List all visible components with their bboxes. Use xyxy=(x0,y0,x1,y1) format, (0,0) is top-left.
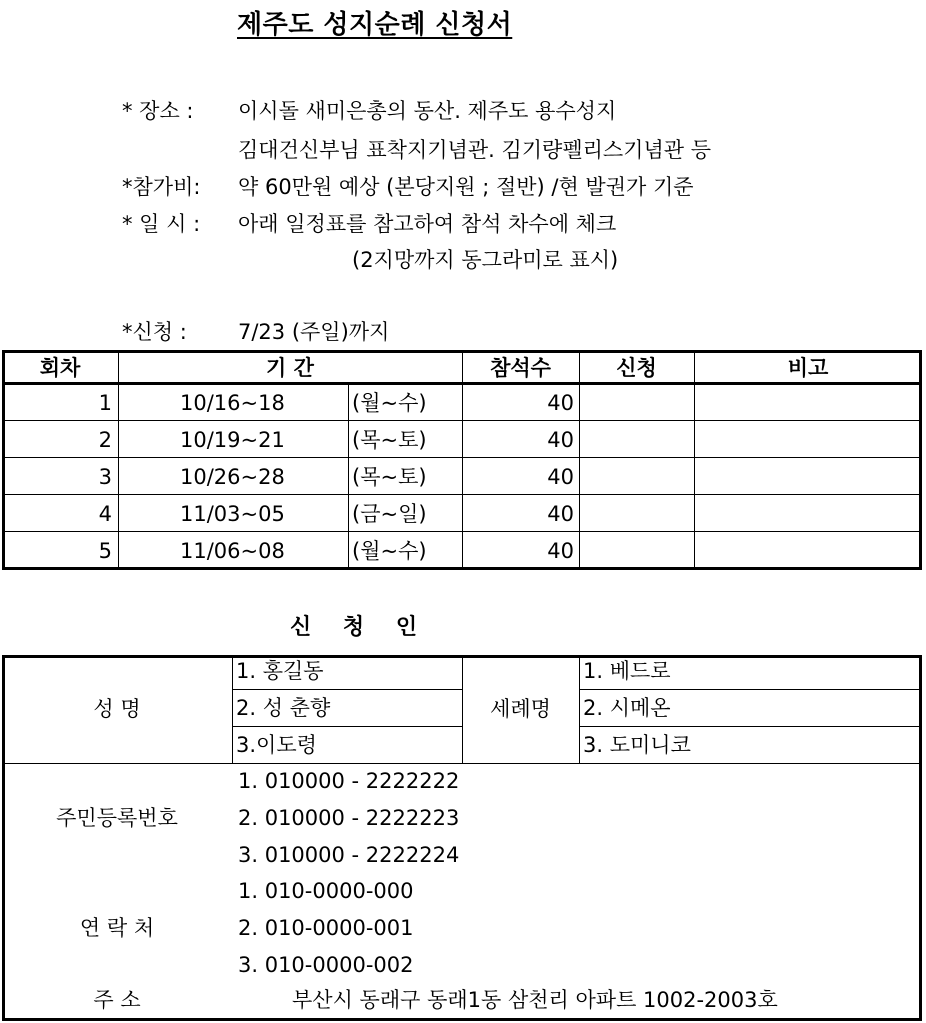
applicant-table xyxy=(2,655,922,1021)
place-line-2: 김대건신부님 표착지기념관. 김기량펠리스기념관 등 xyxy=(238,138,711,162)
row-5-round: 5 xyxy=(98,539,112,563)
row-5-apply-check[interactable] xyxy=(582,533,692,569)
apply-label: *신청 : xyxy=(122,320,187,344)
place-label: * 장소 : xyxy=(122,99,194,123)
header-period: 기 간 xyxy=(266,356,314,380)
baptism-name-2[interactable]: 2. 시메온 xyxy=(583,696,671,720)
row-2-note[interactable] xyxy=(697,422,919,458)
document-title: 제주도 성지순례 신청서 xyxy=(237,10,513,40)
row-3-note[interactable] xyxy=(697,459,919,495)
fee-label: *참가비: xyxy=(122,175,201,199)
row-1-dates: 10/16~18 xyxy=(180,391,285,415)
baptism-name-1[interactable]: 1. 베드로 xyxy=(583,659,671,683)
applicant-section-title: 신 청 인 xyxy=(290,615,430,640)
place-line-1: 이시돌 새미은총의 동산. 제주도 용수성지 xyxy=(238,99,617,123)
date-label: * 일 시 : xyxy=(122,212,201,236)
row-4-round: 4 xyxy=(98,502,112,526)
row-1-note[interactable] xyxy=(697,385,919,421)
row-2-days: (목~토) xyxy=(352,428,427,452)
rrn-3[interactable]: 3. 010000 - 2222224 xyxy=(238,843,460,867)
row-2-apply-check[interactable] xyxy=(582,422,692,458)
row-2-dates: 10/19~21 xyxy=(180,428,285,452)
row-1-round: 1 xyxy=(98,391,112,415)
row-4-apply-check[interactable] xyxy=(582,496,692,532)
address-value[interactable]: 부산시 동래구 동래1동 삼천리 아파트 1002-2003호 xyxy=(292,988,778,1012)
name-1[interactable]: 1. 홍길동 xyxy=(236,659,324,683)
name-2[interactable]: 2. 성 춘향 xyxy=(236,696,331,720)
apply-deadline: 7/23 (주일)까지 xyxy=(238,320,390,344)
date-note: (2지망까지 동그라미로 표시) xyxy=(352,248,619,272)
row-2-round: 2 xyxy=(98,428,112,452)
row-1-days: (월~수) xyxy=(352,391,427,415)
row-4-seats: 40 xyxy=(547,502,574,526)
row-4-days: (금~일) xyxy=(352,502,427,526)
row-1-seats: 40 xyxy=(547,391,574,415)
row-4-note[interactable] xyxy=(697,496,919,532)
row-5-seats: 40 xyxy=(547,539,574,563)
row-3-seats: 40 xyxy=(547,465,574,489)
header-note: 비고 xyxy=(787,356,829,380)
row-1-apply-check[interactable] xyxy=(582,385,692,421)
row-5-note[interactable] xyxy=(697,533,919,569)
fee-value: 약 60만원 예상 (본당지원 ; 절반) /현 발권가 기준 xyxy=(238,175,694,199)
name-3[interactable]: 3.이도령 xyxy=(236,733,317,757)
schedule-table xyxy=(2,350,922,570)
contact-label: 연 락 처 xyxy=(79,916,155,940)
row-5-dates: 11/06~08 xyxy=(180,539,285,563)
row-4-dates: 11/03~05 xyxy=(180,502,285,526)
date-value: 아래 일정표를 참고하여 참석 차수에 체크 xyxy=(238,212,617,236)
contact-2[interactable]: 2. 010-0000-001 xyxy=(238,916,414,940)
header-round: 회차 xyxy=(39,356,81,380)
header-apply: 신청 xyxy=(616,356,657,380)
rrn-2[interactable]: 2. 010000 - 2222223 xyxy=(238,806,460,830)
row-3-days: (목~토) xyxy=(352,465,427,489)
name-label: 성 명 xyxy=(93,697,141,721)
address-label: 주 소 xyxy=(93,988,141,1012)
contact-1[interactable]: 1. 010-0000-000 xyxy=(238,879,414,903)
row-3-dates: 10/26~28 xyxy=(180,465,285,489)
row-3-apply-check[interactable] xyxy=(582,459,692,495)
baptism-label: 세례명 xyxy=(490,697,551,721)
contact-3[interactable]: 3. 010-0000-002 xyxy=(238,953,414,977)
row-5-days: (월~수) xyxy=(352,539,427,563)
row-3-round: 3 xyxy=(98,465,112,489)
baptism-name-3[interactable]: 3. 도미니코 xyxy=(583,733,691,757)
header-seats: 참석수 xyxy=(490,356,551,380)
row-2-seats: 40 xyxy=(547,428,574,452)
rrn-label: 주민등록번호 xyxy=(56,806,178,830)
rrn-1[interactable]: 1. 010000 - 2222222 xyxy=(238,769,460,793)
